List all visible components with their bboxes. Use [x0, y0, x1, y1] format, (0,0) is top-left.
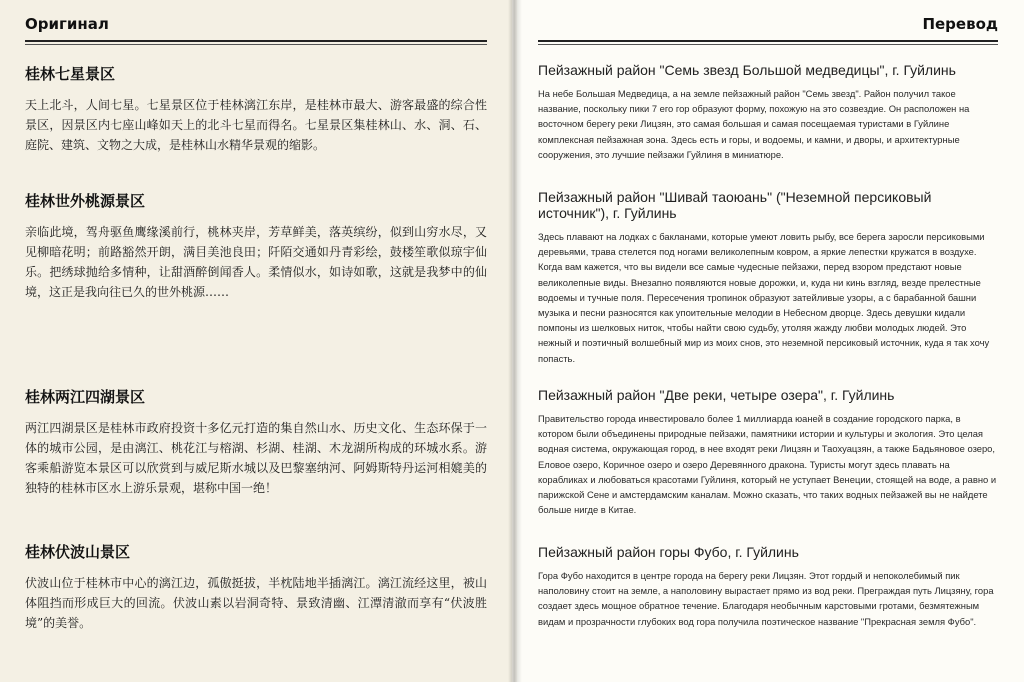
- original-section: [25, 190, 487, 302]
- section-title: Пейзажный район "Семь звезд Большой медведицы", г. Гуйлинь: [538, 62, 956, 78]
- translation-section: [538, 62, 998, 162]
- section-body: 天上北斗，人间七星。七星景区位于桂林漓江东岸，是桂林市最大、游客最盛的综合性景区，因景区内七座山峰如天上的北斗七星而得名。七星景区集桂林山、水、洞、石、庭院、建筑、文物之大成，是桂林山水精华景观的缩影。: [25, 98, 487, 152]
- header-divider-thin: [25, 44, 487, 45]
- translation-header: Перевод: [922, 15, 998, 33]
- section-body: Здесь плавают на лодках с бакланами, которые умеют ловить рыбу, все берега заросли персиковыми деревьями, трава стелется под ногами великолепным ковром, а яркие лепестки кружатся в воздухе. Когда вам кажется, что вы видели все самые чудесные пейзажи, перед взором предстают новые великолепные виды. Внезапно появляются новые дорожки, и, куда ни кинь взгляд, везде прелестные водоемы и тучные поля. Пересечения тропинок образуют затейливые узоры, а с барабанной башни музыка и песни разносятся как упоительные мелодии в Небесном дворце. Здесь девушки кидали помпоны из шелковых ниток, чтобы найти свою судьбу, утоляя жажду любви молодых людей. Это нежный и поэтичный волшебный мир из моих снов, это неземной персиковый источник, куда я так хочу попасть.: [538, 231, 990, 364]
- header-divider: [25, 40, 487, 42]
- translation-section: [538, 189, 998, 366]
- original-section: [25, 386, 487, 498]
- section-body: Гора Фубо находится в центре города на берегу реки Лицзян. Этот гордый и непоколебимый пик наполовину стоит на земле, а наполовину вырастает прямо из вод реки. Преграждая путь Лицзяну, гора создает здесь мощное обратное течение. Благодаря необычным карстовыми гротами, безмятежным видам и прозрачности глубоких вод гора получила поэтическое название "Прекрасная земля Фубо".: [538, 570, 994, 627]
- section-body: 伏波山位于桂林市中心的漓江边，孤傲挺拔，半枕陆地半插漓江。漓江流经这里，被山体阻挡而形成巨大的回流。伏波山素以岩洞奇特、景致清幽、江潭清澈而享有“伏波胜境”的美誉。: [25, 576, 487, 630]
- section-title: 桂林两江四湖景区: [25, 388, 146, 406]
- section-title: Пейзажный район "Шивай таоюань" ("Неземной персиковый источник"), г. Гуйлинь: [538, 189, 932, 221]
- translation-section: [538, 544, 998, 629]
- section-title: 桂林伏波山景区: [25, 543, 131, 561]
- translation-section: [538, 387, 998, 517]
- book-spine-shadow: [508, 0, 522, 682]
- header-divider: [538, 40, 998, 42]
- translation-page: [517, 0, 1024, 682]
- section-title: 桂林七星景区: [25, 65, 116, 83]
- section-title: Пейзажный район горы Фубо, г. Гуйлинь: [538, 544, 799, 560]
- original-section: [25, 63, 487, 155]
- section-body: 两江四湖景区是桂林市政府投资十多亿元打造的集自然山水、历史文化、生态环保于一体的城市公园，是由漓江、桃花江与榕湖、杉湖、桂湖、木龙湖所构成的环城水系。游客乘船游览本景区可以欣赏到与威尼斯水城以及巴黎塞纳河、阿姆斯特丹运河相媲美的独特的桂林市区水上游乐景观，堪称中国一绝！: [25, 421, 487, 495]
- section-title: 桂林世外桃源景区: [25, 192, 146, 210]
- section-body: На небе Большая Медведица, а на земле пейзажный район "Семь звезд". Район получил такое название, поскольку пики 7 его гор образуют форму, похожую на это созвездие. Он расположен на восточном берегу реки Лицзян, это самая большая и самая посещаемая туристами в Гуйлине комплексная пейзажная зона. Здесь есть и горы, и водоемы, и камни, и дворы, и архитектурные сооружения, это лучшие пейзажи Гуйлиня в миниатюре.: [538, 88, 970, 160]
- section-body: 亲临此境，驾舟驱鱼鹰缘溪前行，桃林夹岸，芳草鲜美，落英缤纷，似到山穷水尽，又见柳暗花明；前路豁然开朗，满目美池良田；阡陌交通如丹青彩绘，鼓楼笙歌似琼宇仙乐。把绣球抛给多情种，让甜酒醉倒闻香人。柔情似水，如诗如歌，这就是我梦中的仙境，这正是我向往已久的世外桃源……: [25, 225, 487, 299]
- original-header: Оригинал: [25, 15, 109, 33]
- section-title: Пейзажный район "Две реки, четыре озера", г. Гуйлинь: [538, 387, 895, 403]
- section-body: Правительство города инвестировало более 1 миллиарда юаней в создание городского парка, в котором были объединены природные пейзажи, памятники истории и культуры и экология. Это целая водная система, окружающая город, в нее входят реки Лицзян и Таохуацзян, а также Бадьяновое озеро, Еловое озеро, Коричное озеро и озеро Деревянного дракона. Туристы могут здесь плавать на корабликах и любоваться красотами Гуйлиня, который не уступает Венеции, стоящей на воде, а равно и парижской Сене и амстердамским каналам. Можно сказать, что таких водных пейзажей вы не найдете больше нигде в Китае.: [538, 413, 997, 516]
- original-section: [25, 541, 487, 633]
- header-divider-thin: [538, 44, 998, 45]
